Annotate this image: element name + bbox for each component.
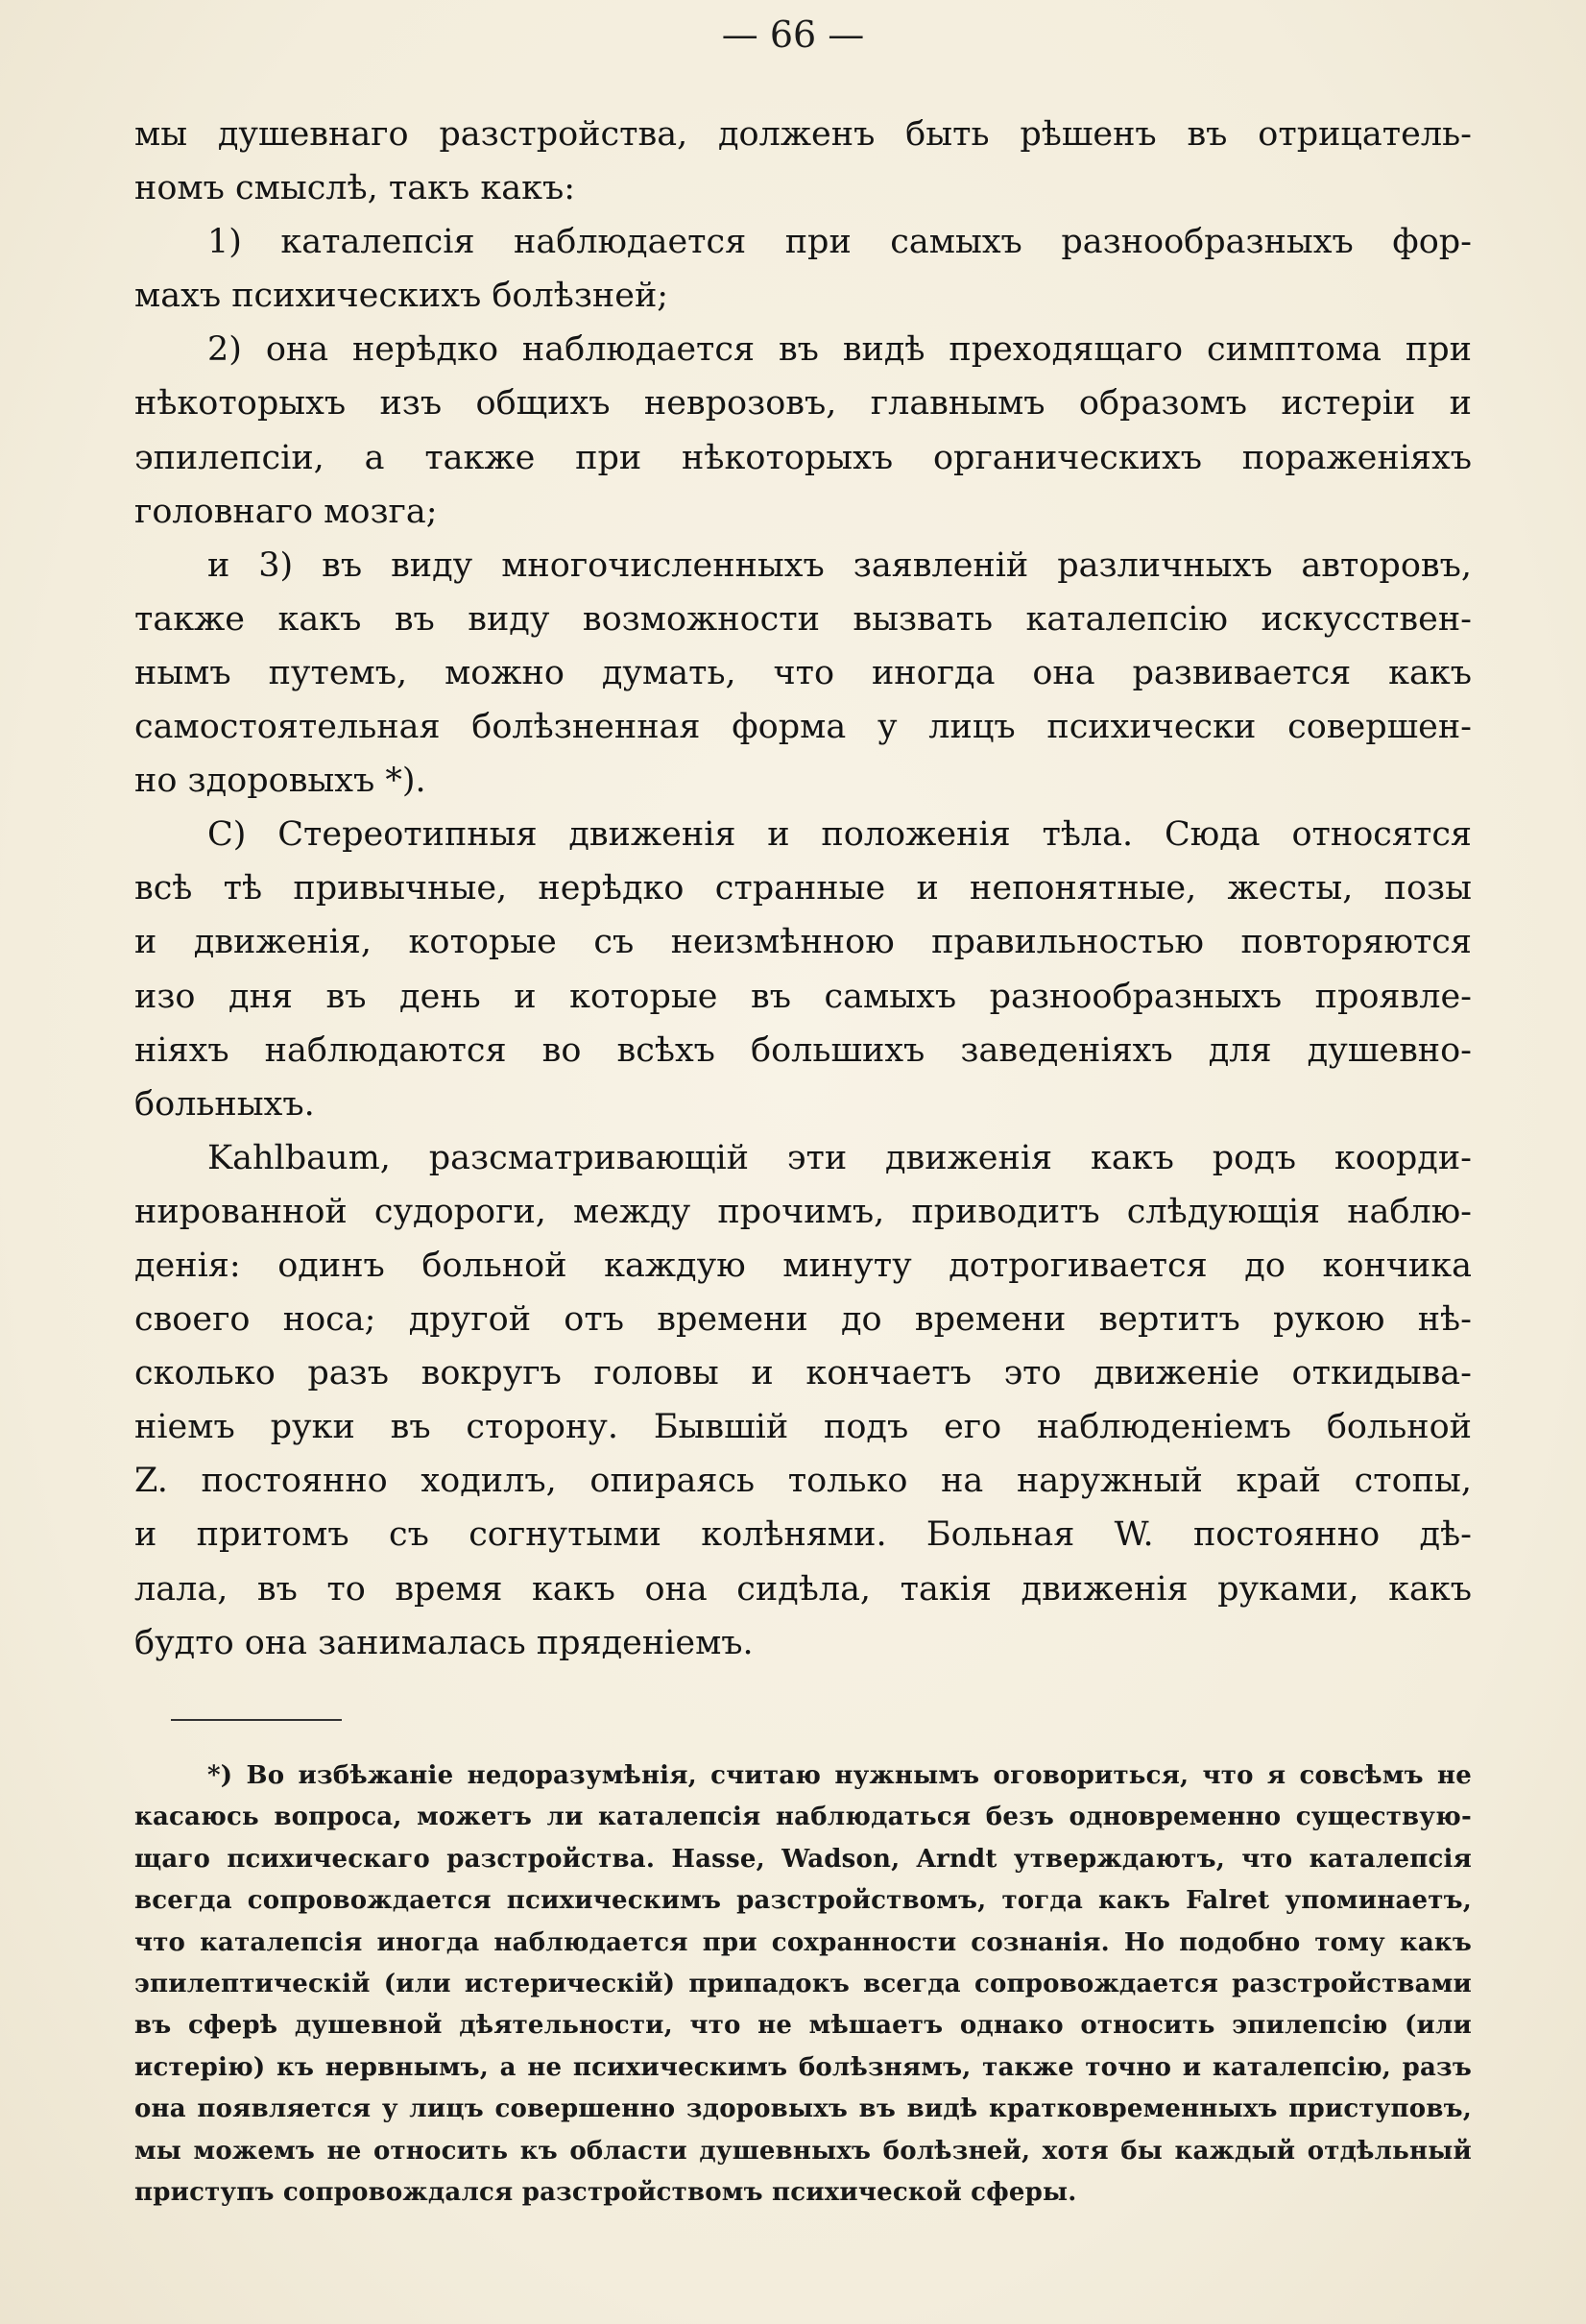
footnote-line: что каталепсія иногда наблюдается при сохранности сознанія. Но подобно тому какъ bbox=[134, 1927, 1472, 1957]
text-line: нированной судороги, между прочимъ, приводитъ слѣдующія наблю- bbox=[134, 1192, 1472, 1231]
text-line: и притомъ съ согнутыми колѣнями. Больная W. постоянно дѣ- bbox=[134, 1515, 1472, 1555]
page-number: — 66 — bbox=[721, 13, 865, 56]
text-line: своего носа; другой отъ времени до времени вертитъ рукою нѣ- bbox=[134, 1300, 1472, 1340]
text-line: Z. постоянно ходилъ, опираясь только на наружный край стопы, bbox=[134, 1462, 1472, 1501]
text-line: больныхъ. bbox=[134, 1084, 315, 1124]
text-line: и движенія, которые съ неизмѣнною правильностью повторяются bbox=[134, 923, 1472, 962]
text-line: Kahlbaum, разсматривающій эти движенія какъ родъ коорди- bbox=[207, 1138, 1472, 1177]
footnote-separator bbox=[171, 1719, 342, 1721]
text-line: нѣкоторыхъ изъ общихъ неврозовъ, главнымъ образомъ истеріи и bbox=[134, 384, 1472, 424]
text-line: махъ психическихъ болѣзней; bbox=[134, 277, 669, 316]
text-line: лала, въ то время какъ она сидѣла, такія движенія руками, какъ bbox=[134, 1569, 1472, 1609]
text-line: всѣ тѣ привычные, нерѣдко странные и непонятные, жесты, позы bbox=[134, 869, 1472, 908]
text-line: номъ смыслѣ, такъ какъ: bbox=[134, 169, 576, 208]
text-line: но здоровыхъ *). bbox=[134, 762, 426, 801]
text-line: нымъ путемъ, можно думать, что иногда она развивается какъ bbox=[134, 653, 1472, 692]
text-line: 1) каталепсія наблюдается при самыхъ разнообразныхъ фор- bbox=[207, 223, 1472, 262]
footnote-line: мы можемъ не относить къ области душевныхъ болѣзней, хотя бы каждый отдѣльный bbox=[134, 2136, 1472, 2166]
text-line: будто она занималась пряденіемъ. bbox=[134, 1623, 754, 1662]
footnote-line: касаюсь вопроса, можетъ ли каталепсія наблюдаться безъ одновременно существую- bbox=[134, 1803, 1472, 1832]
text-line: также какъ въ виду возможности вызвать каталепсію искусствен- bbox=[134, 599, 1472, 639]
text-line: 2) она нерѣдко наблюдается въ видѣ преходящаго симптома при bbox=[207, 330, 1472, 370]
text-line: ніемъ руки въ сторону. Бывшій подъ его наблюденіемъ больной bbox=[134, 1408, 1472, 1447]
footnote-line: приступъ сопровождался разстройствомъ психической сферы. bbox=[134, 2177, 1077, 2207]
text-line: мы душевнаго разстройства, долженъ быть рѣшенъ въ отрицатель- bbox=[134, 115, 1472, 154]
footnote-line: въ сферѣ душевной дѣятельности, что не мѣшаетъ однако относить эпилепсію (или bbox=[134, 2011, 1472, 2041]
text-line: головнаго мозга; bbox=[134, 492, 438, 531]
footnote-line: *) Во избѣжаніе недоразумѣнія, считаю нужнымъ оговориться, что я совсѣмъ не bbox=[207, 1761, 1472, 1790]
main-text bbox=[134, 108, 1472, 1670]
text-line: изо дня въ день и которые въ самыхъ разнообразныхъ проявле- bbox=[134, 977, 1472, 1016]
footnote-line: эпилептическій (или истерическій) припадокъ всегда сопровождается разстройствами bbox=[134, 1969, 1472, 1998]
text-line: сколько разъ вокругъ головы и кончаетъ это движеніе откидыва- bbox=[134, 1354, 1472, 1393]
text-line: и 3) въ виду многочисленныхъ заявленій различныхъ авторовъ, bbox=[207, 545, 1472, 585]
footnote-line: щаго психическаго разстройства. Hasse, Wadson, Arndt утверждаютъ, что каталепсія bbox=[134, 1844, 1472, 1874]
footnote bbox=[134, 1755, 1472, 2214]
text-line: С) Стереотипныя движенія и положенія тѣла. Сюда относятся bbox=[207, 815, 1472, 855]
text-line: денія: одинъ больной каждую минуту дотрогивается до кончика bbox=[134, 1246, 1472, 1285]
text-line: самостоятельная болѣзненная форма у лицъ психически совершен- bbox=[134, 708, 1472, 747]
footnote-line: истерію) къ нервнымъ, а не психическимъ болѣзнямъ, также точно и каталепсію, разъ bbox=[134, 2052, 1472, 2082]
text-line: эпилепсіи, а также при нѣкоторыхъ органическихъ пораженіяхъ bbox=[134, 438, 1472, 477]
footnote-line: она появляется у лицъ совершенно здоровыхъ въ видѣ кратковременныхъ приступовъ, bbox=[134, 2094, 1472, 2124]
text-line: ніяхъ наблюдаются во всѣхъ большихъ заведеніяхъ для душевно- bbox=[134, 1030, 1472, 1070]
footnote-line: всегда сопровождается психическимъ разстройствомъ, тогда какъ Falret упоминаетъ, bbox=[134, 1886, 1472, 1916]
